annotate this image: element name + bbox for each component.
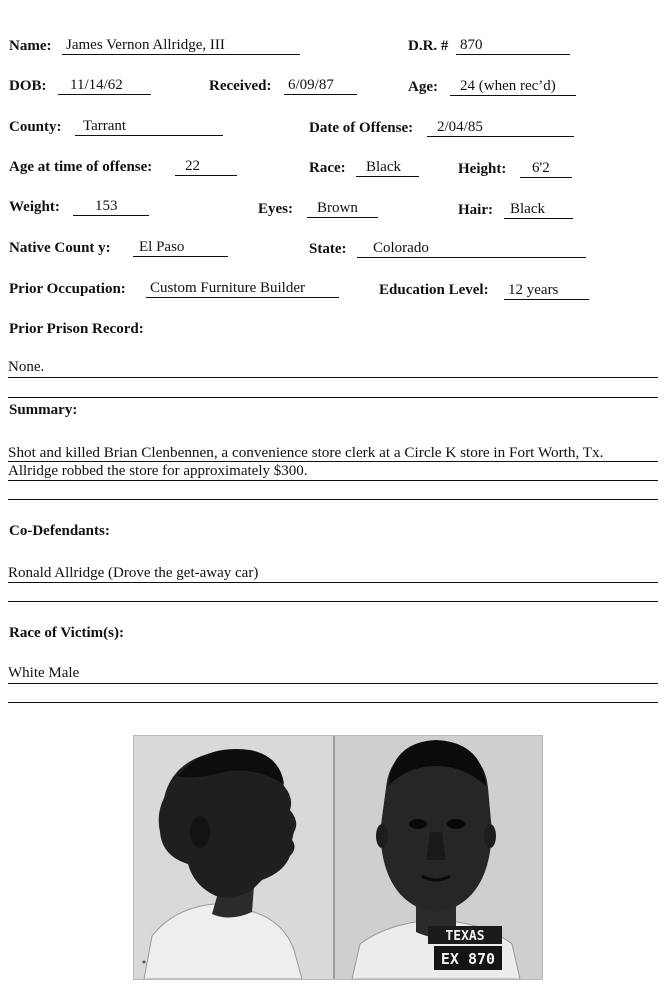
co-defendants-text: Ronald Allridge (Drove the get-away car) [8, 565, 259, 581]
education-level-label: Education Level: [379, 282, 489, 298]
age-value: 24 (when rec’d) [450, 79, 576, 96]
co-defendants-label: Co-Defendants: [9, 523, 110, 539]
ruled-line [8, 702, 658, 703]
native-county-label: Native Count y: [9, 240, 111, 256]
summary-text-line-1: Shot and killed Brian Clenbennen, a convenience store clerk at a Circle K store in Fort Worth, Tx. [8, 444, 604, 461]
height-value: 6'2 [520, 161, 572, 178]
dr-number-value: 870 [456, 38, 570, 55]
dr-number-label: D.R. # [408, 38, 449, 54]
id-placard [428, 926, 502, 970]
age-at-offense-value: 22 [175, 159, 237, 176]
eyes-label: Eyes: [258, 201, 293, 217]
ruled-line [8, 377, 658, 378]
name-value: James Vernon Allridge, III [62, 38, 300, 55]
ruled-line [8, 480, 658, 481]
county-label: County: [9, 119, 62, 135]
prior-prison-record-text: None. [8, 359, 45, 375]
date-of-offense-label: Date of Offense: [309, 120, 414, 136]
ruled-line [8, 601, 658, 602]
received-label: Received: [209, 78, 272, 94]
race-of-victim-text: White Male [8, 665, 80, 681]
summary-label: Summary: [9, 402, 78, 418]
age-label: Age: [408, 79, 438, 95]
race-label: Race: [309, 160, 346, 176]
placard-top-text: TEXAS [445, 929, 485, 944]
age-at-offense-label: Age at time of offense: [9, 159, 153, 175]
dob-label: DOB: [9, 78, 47, 94]
prior-occupation-value: Custom Furniture Builder [146, 281, 339, 298]
ruled-line [8, 582, 658, 583]
name-label: Name: [9, 38, 52, 54]
state-value: Colorado [357, 241, 586, 258]
mugshot-photo [133, 735, 543, 980]
hair-value: Black [504, 202, 573, 219]
race-of-victim-label: Race of Victim(s): [9, 625, 124, 641]
ruled-line [8, 683, 658, 684]
state-label: State: [309, 241, 347, 257]
ruled-line [8, 461, 658, 462]
education-level-value: 12 years [504, 283, 589, 300]
ruled-line [8, 499, 658, 500]
weight-label: Weight: [9, 199, 60, 215]
native-county-value: El Paso [133, 240, 228, 257]
received-value: 6/09/87 [284, 78, 357, 95]
prior-occupation-label: Prior Occupation: [9, 281, 126, 297]
placard-bottom-text: EX 870 [440, 950, 496, 968]
race-value: Black [356, 160, 419, 177]
weight-value: 153 [73, 199, 149, 216]
date-of-offense-value: 2/04/85 [427, 120, 574, 137]
county-value: Tarrant [75, 119, 223, 136]
eyes-value: Brown [307, 201, 378, 218]
prior-prison-record-label: Prior Prison Record: [9, 321, 144, 337]
hair-label: Hair: [458, 202, 493, 218]
summary-text-line-2: Allridge robbed the store for approximately $300. [8, 463, 308, 479]
dob-value: 11/14/62 [58, 78, 151, 95]
height-label: Height: [458, 161, 507, 177]
ruled-line [8, 397, 658, 398]
